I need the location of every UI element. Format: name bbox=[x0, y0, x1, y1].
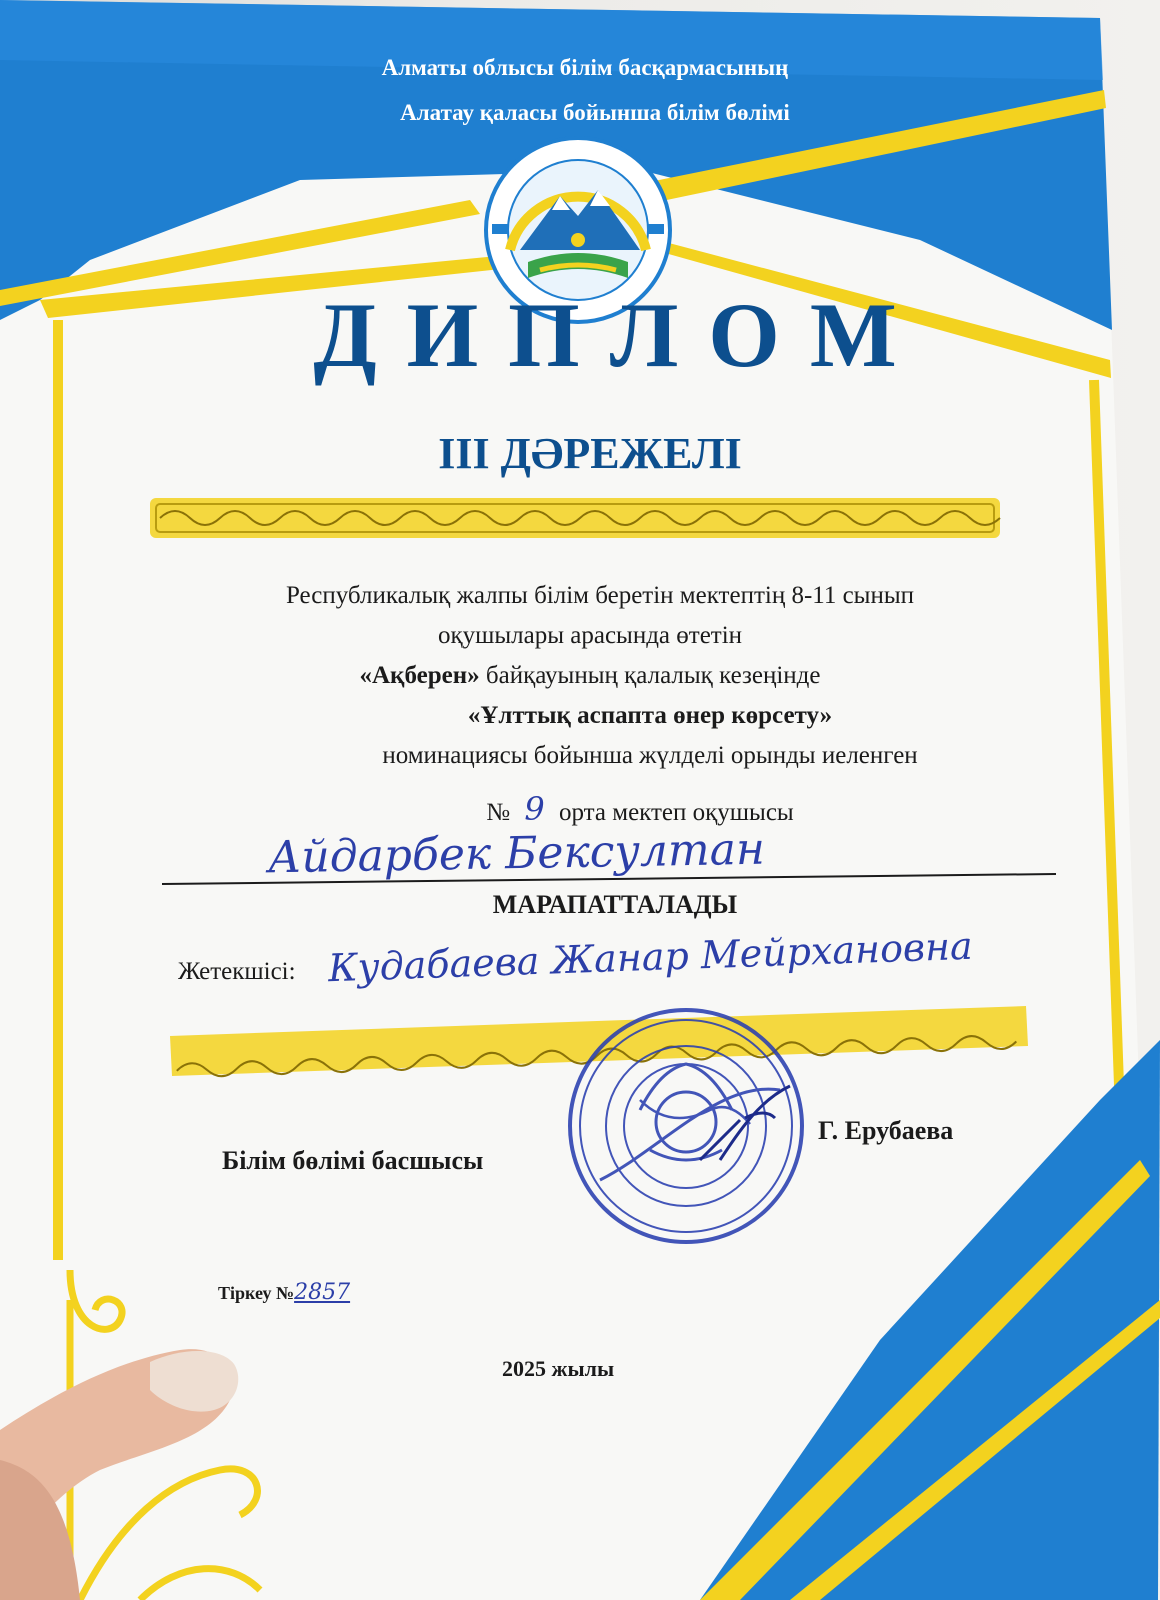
ornament-band-top bbox=[150, 498, 1000, 538]
header-line-2: Алатау қаласы бойынша білім бөлімі bbox=[400, 100, 790, 125]
registration-line bbox=[218, 1280, 350, 1305]
body-line-1: Республикалық жалпы білім беретін мектептің 8-11 сынып bbox=[285, 582, 915, 609]
school-prefix: № bbox=[486, 799, 511, 826]
diploma-title: ДИПЛОМ bbox=[313, 284, 927, 386]
header-line-1: Алматы облысы білім басқармасының bbox=[381, 55, 789, 80]
signature-name: Г. Ерубаева bbox=[818, 1116, 954, 1145]
body-line-3 bbox=[10, 662, 1160, 690]
issue-year: 2025 жылы bbox=[502, 1356, 615, 1381]
supervisor-name: Кудабаева Жанар Мейрхановна bbox=[327, 923, 974, 991]
supervisor-label: Жетекшісі: bbox=[178, 958, 296, 985]
school-line bbox=[60, 790, 1160, 828]
body-line-5: номинациясы бойынша жүлделі орынды иеленген bbox=[382, 742, 918, 769]
student-name: Айдарбек Бексултан bbox=[267, 823, 766, 884]
school-suffix: орта мектеп оқушысы bbox=[559, 799, 794, 826]
awarded-text: МАРАПАТТАЛАДЫ bbox=[492, 890, 738, 919]
school-number: 9 bbox=[524, 790, 545, 828]
body-line-2: оқушылары арасында өтетін bbox=[437, 622, 743, 649]
contest-name: «Ақберен» bbox=[359, 662, 480, 689]
signature-position: Білім бөлімі басшысы bbox=[222, 1146, 484, 1175]
contest-stage: байқауының қалалық кезеңінде bbox=[479, 662, 821, 689]
nomination-name: «Ұлттық аспапта өнер көрсету» bbox=[467, 702, 833, 729]
diploma-degree: ІІІ ДӘРЕЖЕЛІ bbox=[438, 429, 742, 478]
registration-number: 2857 bbox=[294, 1280, 351, 1305]
registration-label: Тіркеу № bbox=[218, 1283, 295, 1303]
